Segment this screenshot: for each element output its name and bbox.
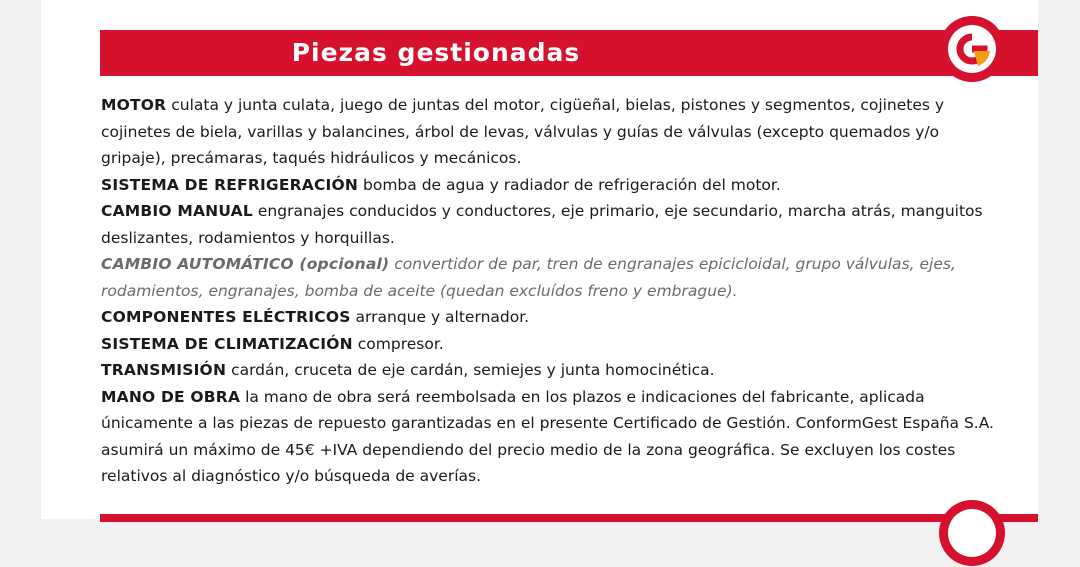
item-label: MANO DE OBRA (101, 387, 241, 406)
item-label: TRANSMISIÓN (101, 361, 227, 379)
item-text: bomba de agua y radiador de refrigeración del motor. (363, 175, 781, 194)
item-transmision (101, 357, 1001, 384)
item-text: cardán, cruceta de eje cardán, semiejes y junta homocinética. (231, 361, 715, 379)
item-label: MOTOR (101, 96, 167, 114)
item-text: la mano de obra será reembolsada en los plazos e indicaciones del fabricante, aplicada únicamente a las piezas de repuesto garantizadas en el presente Certificado de Gestión. ConformGest España S.A. asumirá un máximo de 45€ +IVA dependiendo del precio medio de la zona geográfica. Se excluyen los costes relativos al diagnóstico y/o búsqueda de averías. (101, 387, 994, 485)
item-text: engranajes conducidos y conductores, eje primario, eje secundario, marcha atrás, manguitos deslizantes, rodamientos y horquillas. (101, 202, 983, 247)
item-componentes-electricos (101, 304, 1001, 331)
item-refrigeracion (101, 172, 1001, 199)
item-label: COMPONENTES ELÉCTRICOS (101, 308, 351, 326)
item-cambio-automatico (101, 251, 1001, 304)
next-section-banner (100, 514, 1038, 522)
item-text: culata y junta culata, juego de juntas del motor, cigüeñal, bielas, pistones y segmentos, cojinetes y cojinetes de biela, varillas y balancines, árbol de levas, válvulas y guías de válvulas (excepto quemados y/o gripaje), precámaras, taqués hidráulicos y mecánicos. (101, 96, 945, 167)
item-label: CAMBIO MANUAL (101, 202, 253, 220)
item-text: arranque y alternador. (355, 308, 530, 326)
item-cambio-manual (101, 198, 1001, 251)
conformgest-logo-icon (938, 15, 1006, 83)
item-climatizacion (101, 331, 1001, 358)
section-title: Piezas gestionadas (291, 38, 581, 67)
covered-parts-list (101, 92, 1001, 490)
item-text: compresor. (357, 334, 444, 353)
conformgest-logo-icon (938, 499, 1006, 567)
item-label: CAMBIO AUTOMÁTICO (opcional) (101, 255, 390, 273)
item-label: SISTEMA DE REFRIGERACIÓN (101, 175, 359, 194)
item-mano-de-obra (101, 384, 1001, 490)
item-text: convertidor de par, tren de engranajes epicicloidal, grupo válvulas, ejes, rodamientos, engranajes, bomba de aceite (quedan excluídos freno y embrague). (101, 255, 956, 300)
section-banner (100, 30, 1038, 76)
item-label: SISTEMA DE CLIMATIZACIÓN (101, 334, 353, 353)
item-motor (101, 92, 1001, 172)
